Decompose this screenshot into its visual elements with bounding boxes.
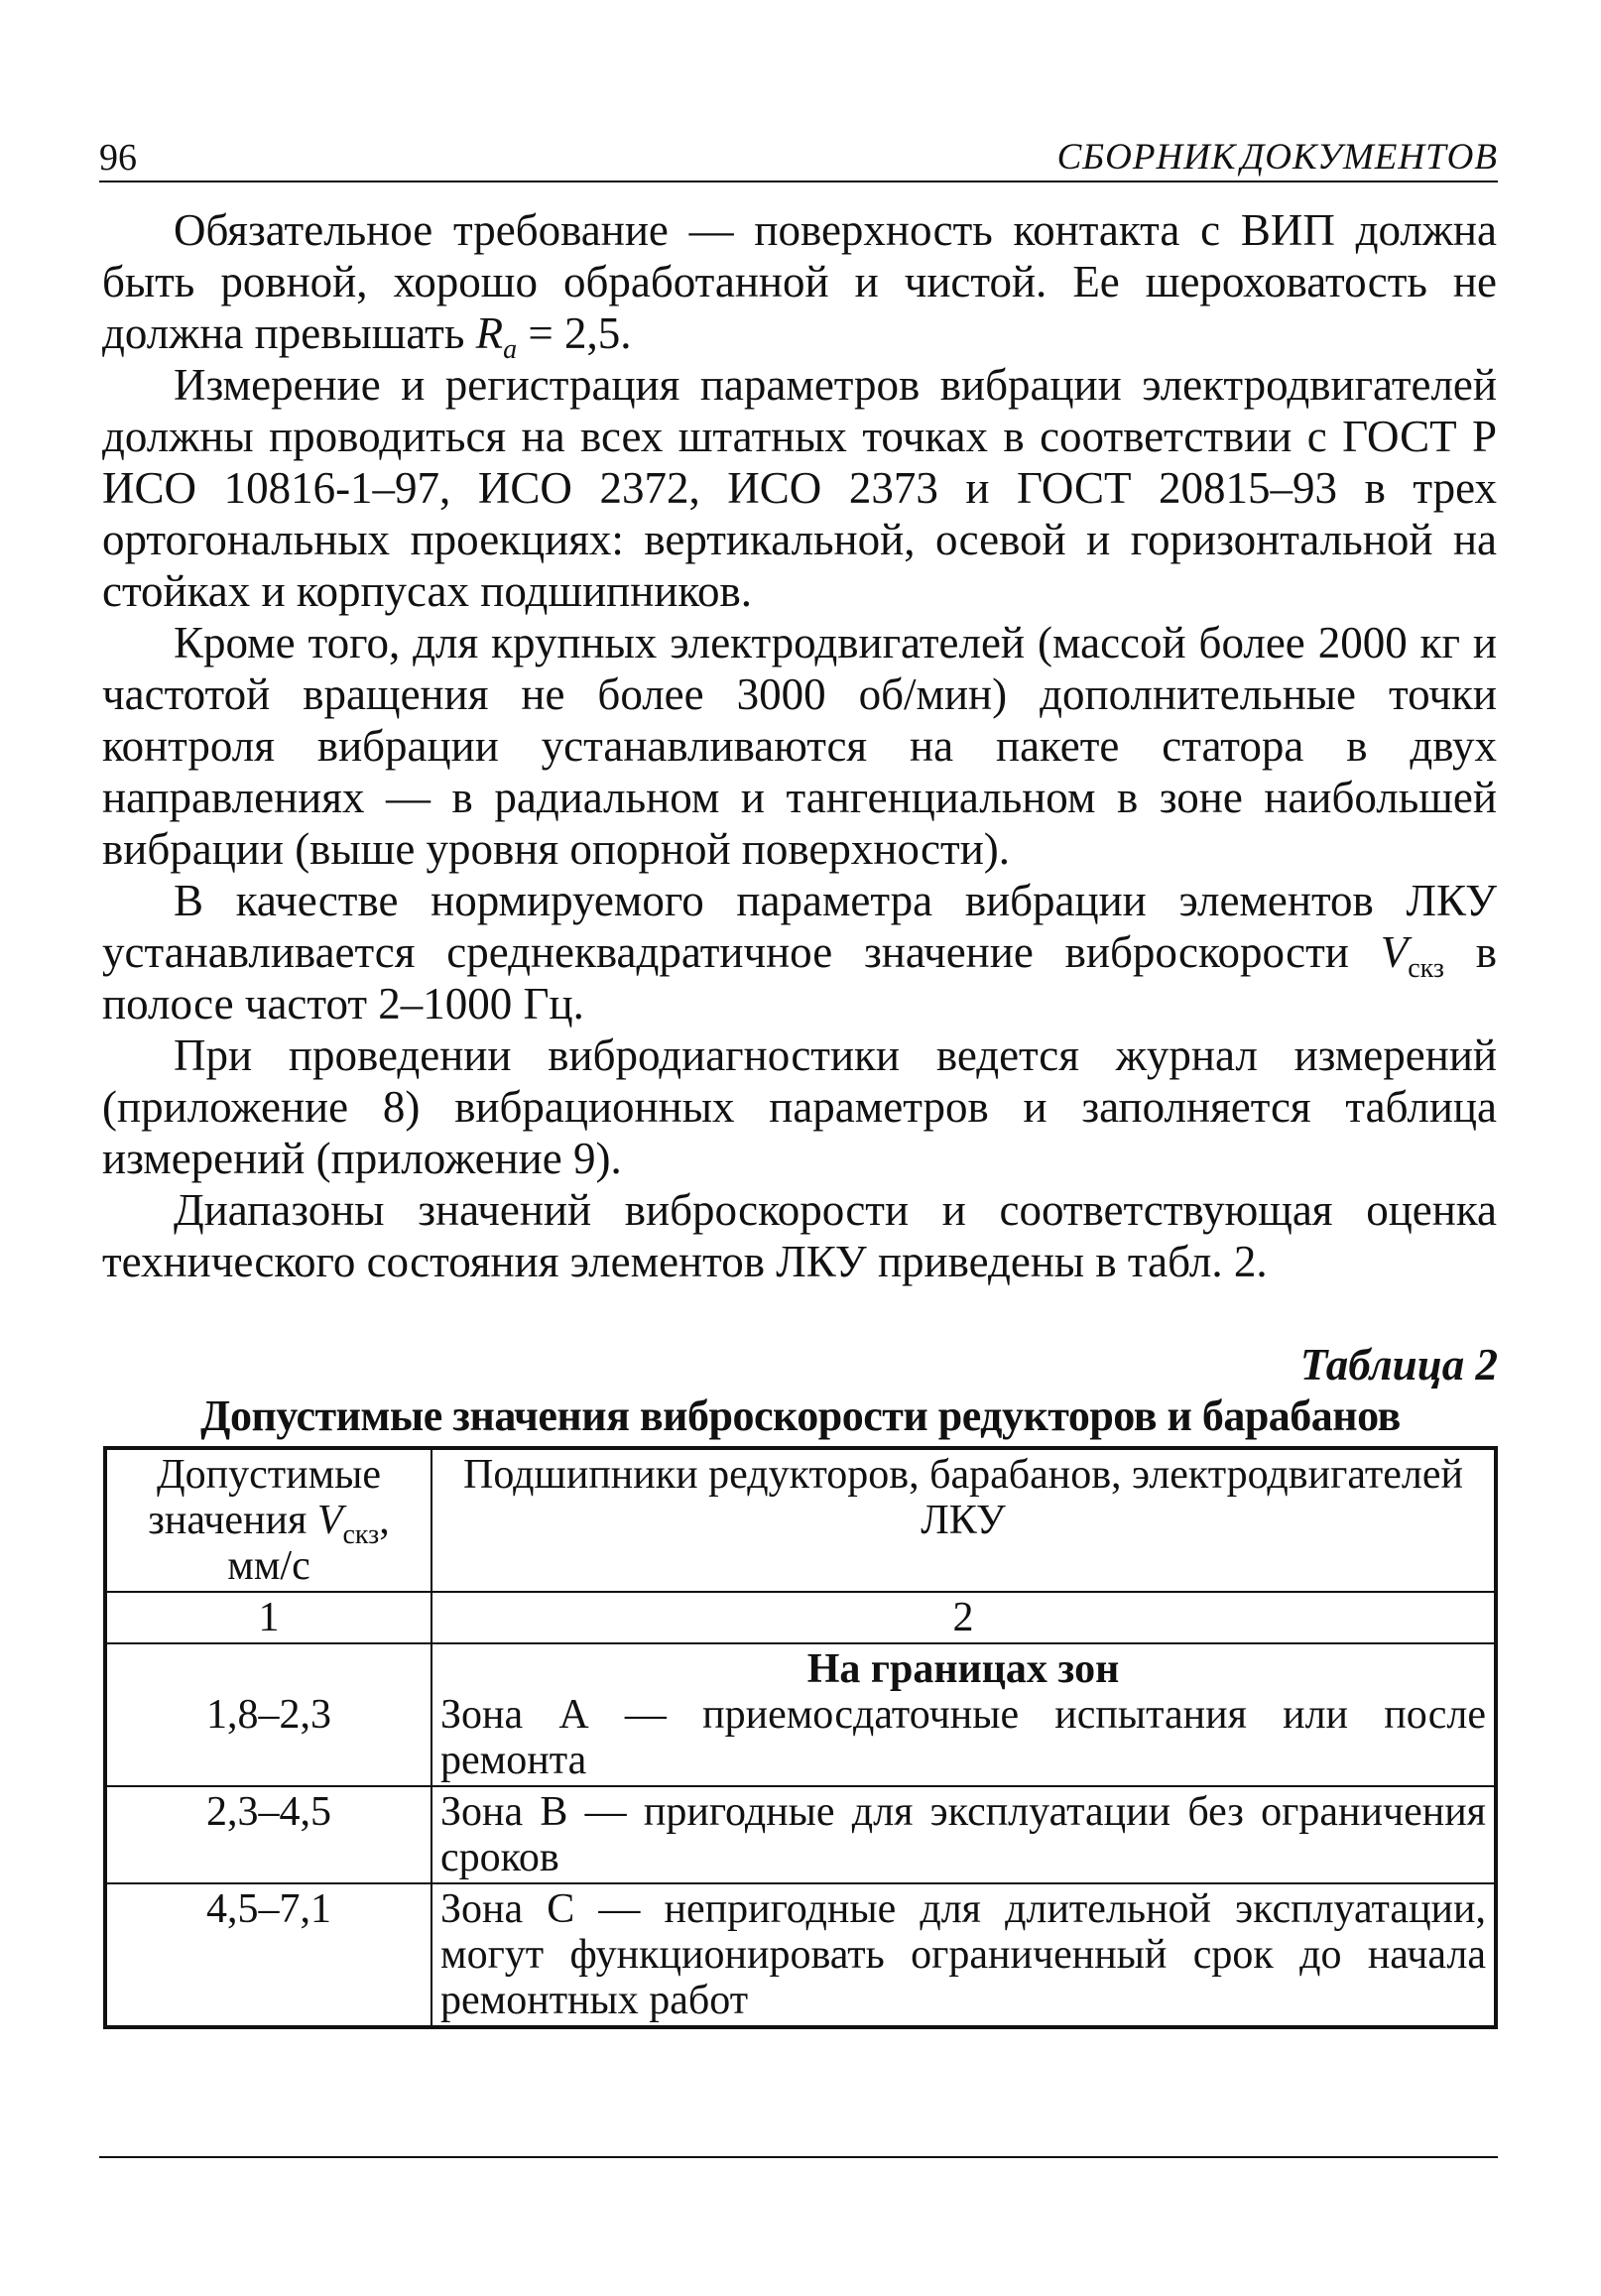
zones-heading: На границах зон <box>806 1646 1120 1692</box>
range-cell: 2,3–4,5 <box>105 1786 431 1883</box>
paragraph-6: Диапазоны значений виброскорости и соответствующая оценка технического состояния элементов ЛКУ приведены в табл. 2. <box>102 1185 1497 1286</box>
paragraph-4: В качестве нормируемого параметра вибрации элементов ЛКУ устанавливается среднеквадратичное значение виброскорости $V_{скз}$ в полосе частот 2–1000 Гц. <box>102 876 1497 1028</box>
footer-rule <box>99 2156 1498 2158</box>
symbol-subscript-skz: скз <box>1408 953 1444 984</box>
table-title: Допустимые значения виброскорости редукторов и барабанов <box>200 1391 1401 1440</box>
range-cell: 1,8–2,3 <box>105 1643 431 1786</box>
col1-header: Допустимые значения $V_{скз}$, мм/с <box>105 1448 431 1592</box>
col2-header: Подшипники редукторов, барабанов, электродвигателей ЛКУ <box>431 1448 1496 1592</box>
page-number: 96 <box>99 137 137 179</box>
table-header-row <box>105 1448 1496 1592</box>
table-label: Таблица 2 <box>1299 1340 1498 1390</box>
table-row <box>105 1643 1496 1786</box>
range-cell: 4,5–7,1 <box>105 1883 431 2027</box>
description-cell: Зона В — пригодные для эксплуатации без ограничения сроков <box>431 1786 1496 1883</box>
running-head: СБОРНИК ДОКУМЕНТОВ <box>1056 137 1498 178</box>
vibration-table <box>103 1446 1498 2029</box>
symbol-subscript-a: a <box>503 334 518 365</box>
description-cell: На границах зон Зона А — приемосдаточные испытания или после ремонта <box>431 1643 1496 1786</box>
body-text <box>102 204 1497 1287</box>
col1-number: 1 <box>105 1592 431 1643</box>
symbol-r: R <box>475 308 504 358</box>
paragraph-2: Измерение и регистрация параметров вибрации электродвигателей должны проводиться на всех штатных точках в соответствии с ГОСТ Р ИСО 10816-1–97, ИСО 2372, ИСО 2373 и ГОСТ 20815–93 в трех ортогональных проекциях: вертикальной, осевой и горизонтальной на стойках и корпусах подшипников. <box>102 360 1497 616</box>
table-row <box>105 1786 1496 1883</box>
paragraph-3: Кроме того, для крупных электродвигателей (массой более 2000 кг и частотой вращения не более 3000 об/мин) дополнительные точки контроля вибрации устанавливаются на пакете статора в двух направлениях — в радиальном и тангенциальном в зоне наибольшей вибрации (выше уровня опорной поверхности). <box>102 618 1497 874</box>
table-number-row <box>105 1592 1496 1643</box>
col2-number: 2 <box>431 1592 1496 1643</box>
symbol-v: V <box>1380 927 1409 977</box>
paragraph-5: При проведении вибродиагностики ведется журнал измерений (приложение 8) вибрационных параметров и заполняется таблица измерений (приложение 9). <box>102 1030 1497 1183</box>
table-row <box>105 1883 1496 2027</box>
description-cell: Зона С — непригодные для длительной эксплуатации, могут функционировать ограниченный срок до начала ремонтных работ <box>431 1883 1496 2027</box>
page-header <box>99 135 1498 182</box>
paragraph-1: Обязательное требование — поверхность контакта с ВИП должна быть ровной, хорошо обработанной и чистой. Ее шероховатость не должна превышать $R_a = 2,5$. <box>102 205 1497 365</box>
